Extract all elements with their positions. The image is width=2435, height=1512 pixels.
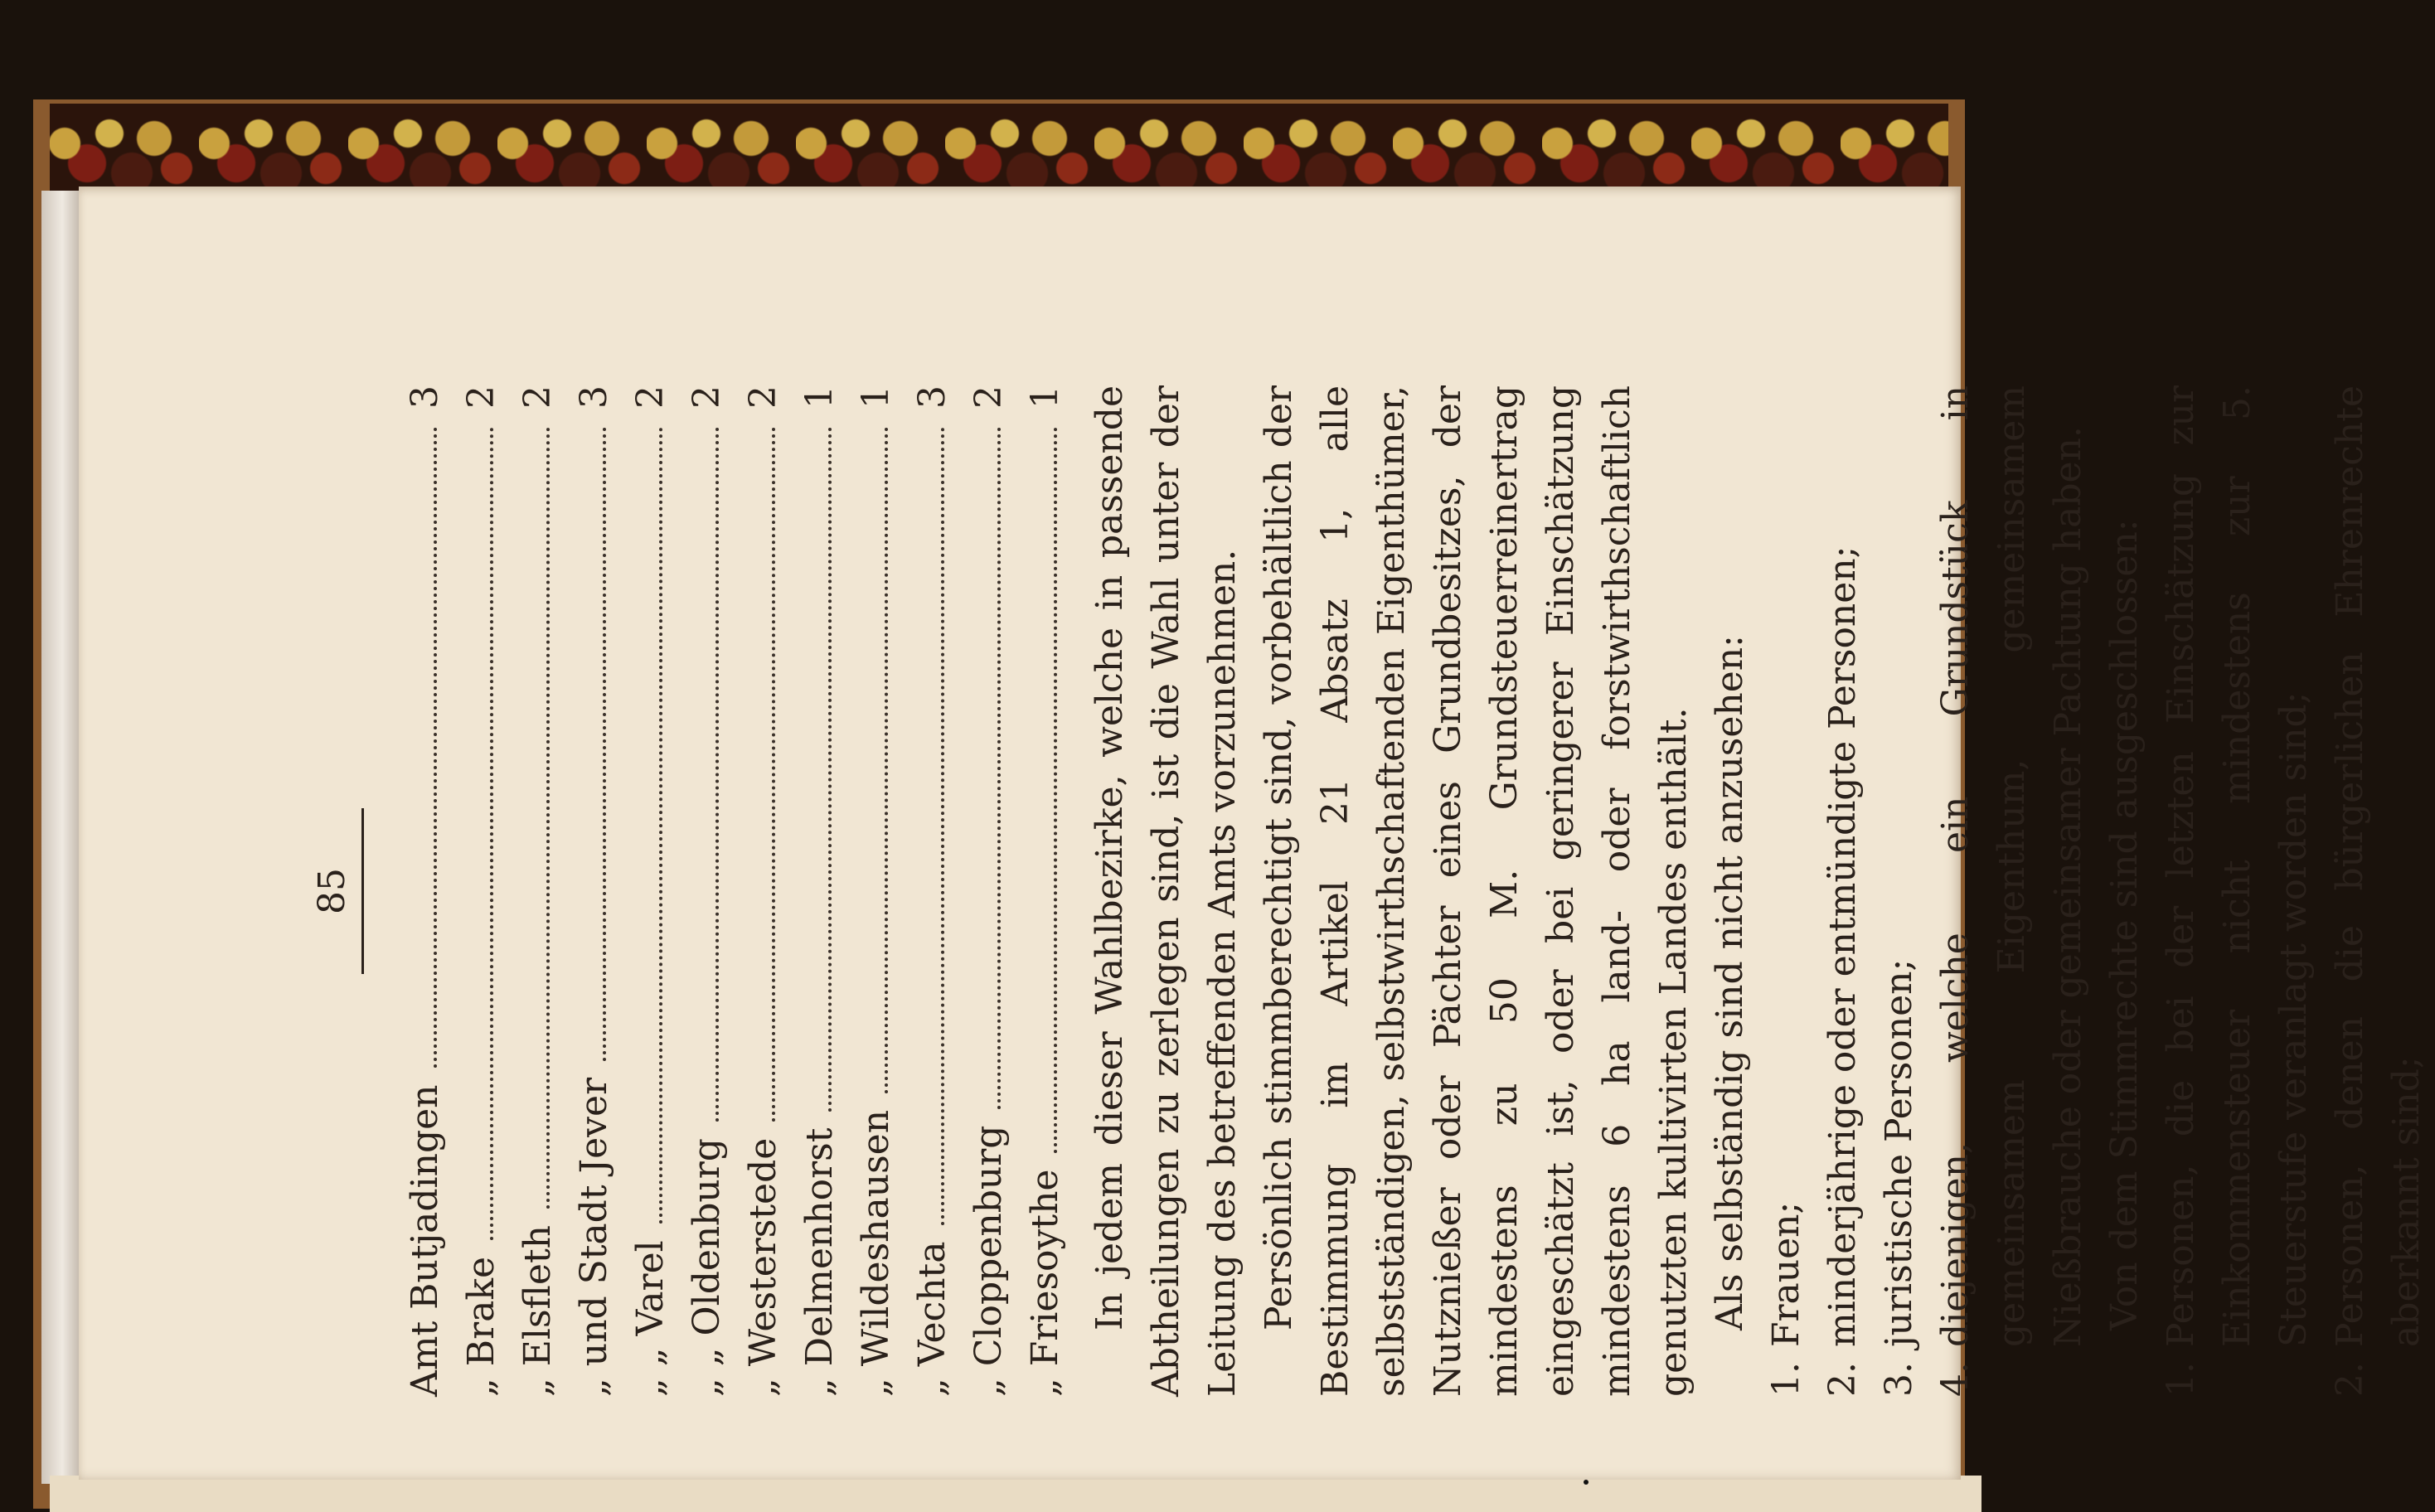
table-row: „ Delmenhorst 1 [798,385,841,1397]
paragraph-ausgeschlossen: Von dem Stimmrechte sind ausgeschlossen: [2103,519,2146,1330]
table-row: „ „ Varel 2 [629,385,672,1397]
list-item: 1. Frauen; [1765,1201,1807,1397]
district-table [397,385,1074,1397]
table-row: „ Brake 2 [460,385,502,1397]
paragraph-stimmberechtigt: Persönlich stimmberechtigt sind, vorbehältlich der Bestimmung im Artikel 21 Absatz 1, alle selbstständigen, selbstwirthschaftenden Eigenthümer, Nutznießer oder Pächter eines Grundbesitzes, der mindestens zu 50 M. Grundsteuerreinertrag eingeschätzt ist, oder bei geringerer Einschätzung mindestens 6 ha land- oder forstwirthschaftlich genutzten kultivirten Landes enthält. [1258,385,1695,1397]
list-item: 2. Personen, denen die bürgerlichen Ehrenrechte aberkannt sind; [2329,385,2428,1397]
list-item: 3. juristische Personen; [1878,958,1920,1397]
table-row: „ „ Oldenburg 2 [686,385,728,1397]
table-row: „ Vechta 3 [911,385,953,1397]
page-text-block [311,385,2428,1397]
paragraph-nicht-selbstaendig: Als selbständig sind nicht anzusehen: [1709,635,1751,1330]
paragraph-wahlbezirke: In jedem dieser Wahlbezirke, welche in passende Abtheilungen zu zerlegen sind, ist die Wahl unter der Leitung des betreffenden Amts vorzunehmen. [1089,385,1244,1397]
table-row: „ Friesoythe 1 [1024,385,1066,1397]
ink-speck [1584,1480,1589,1485]
header-rule [361,808,364,974]
list-item: 2. minderjährige oder entmündigte Personen; [1821,545,1864,1397]
table-row: Amt Butjadingen 3 [404,385,446,1397]
list-item: 4. diejenigen, welche ein Grundstück in gemeinsamem Eigenthum, gemeinsamem Nießbrauche oder gemeinsamer Pachtung haben. [1934,385,2089,1397]
list-excluded [2153,385,2435,1397]
table-row: „ Westerstede 2 [742,385,784,1397]
facing-page-edge [50,1476,1981,1512]
list-not-independent [1758,385,2097,1397]
table-row: „ Cloppenburg 2 [968,385,1010,1397]
table-row: „ Elsfleth 2 [517,385,559,1397]
table-row: „ und Stadt Jever 3 [573,385,615,1397]
book-page [79,187,2428,1480]
table-row: „ Wildeshausen 1 [855,385,897,1397]
page-number: 85 [311,868,353,914]
page-edges [41,191,83,1484]
list-item: 1. Personen, die bei der letzten Einschätzung zur Einkommensteuer nicht mindestens zur 5. Steuerstufe veranlagt worden sind; [2160,385,2315,1397]
